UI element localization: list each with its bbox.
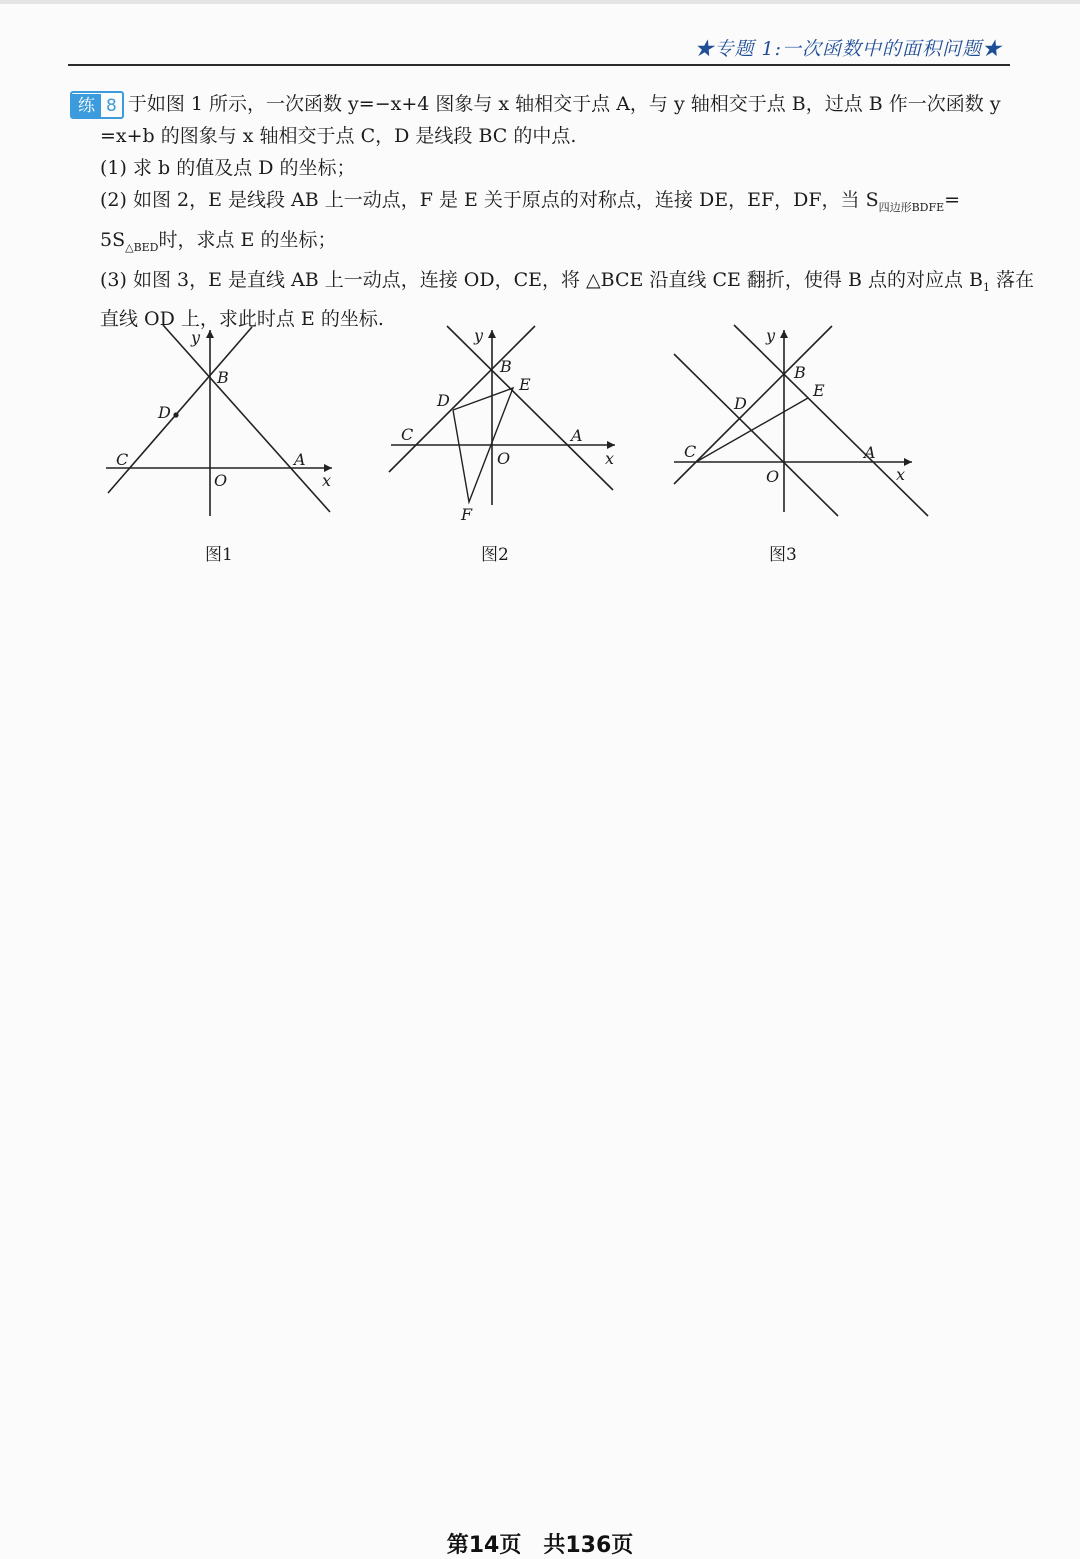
part2-text-d: 时，求点 E 的坐标； — [158, 228, 337, 251]
exercise-badge-label: 练 — [72, 94, 101, 118]
fig1-label-d: D — [158, 403, 171, 422]
fig2-line-bc — [389, 326, 535, 472]
fig2-line-ab — [447, 326, 613, 490]
fig3-label-b: B — [794, 363, 806, 382]
part2-subscript: 四边形BDFE — [878, 200, 945, 214]
part2-text-b: = — [944, 189, 961, 211]
part2-text-c: 5S — [100, 228, 126, 251]
problem-part-2 — [70, 184, 1010, 224]
part3-text-b: 落在 — [989, 268, 1035, 291]
fig3-label-c: C — [684, 442, 697, 461]
fig3-line-ce — [696, 398, 808, 462]
problem-text-1: 于如图 1 所示，一次函数 y=−x+4 图象与 x 轴相交于点 A，与 y 轴相交于点 B，过点 B 作一次函数 y — [127, 93, 1001, 115]
top-edge — [0, 0, 1080, 4]
fig3-x-arrow-icon — [904, 458, 912, 466]
fig2-label-d: D — [437, 391, 450, 410]
fig1-label-c: C — [116, 450, 129, 469]
problem-part-2-cont — [70, 224, 1010, 264]
part3-text-a: (3) 如图 3，E 是直线 AB 上一动点，连接 OD，CE，将 △BCE 沿直线 CE 翻折，使得 B 点的对应点 B — [100, 268, 983, 291]
fig2-label-e: E — [519, 375, 531, 394]
fig3-label-d: D — [734, 394, 747, 413]
fig1-label-a: A — [294, 450, 306, 469]
fig1-label-x: x — [322, 471, 332, 490]
part2-subscript-2: △BED — [125, 240, 159, 254]
problem-line-2: =x+b 的图象与 x 轴相交于点 C，D 是线段 BC 的中点. — [100, 125, 577, 147]
fig3-label-y: y — [766, 326, 776, 345]
fig3-label-x: x — [896, 465, 906, 484]
fig2-label-x: x — [605, 449, 615, 468]
figure-1-caption: 图1 — [205, 545, 233, 565]
problem-part-3 — [70, 264, 1035, 304]
figure-1-diagram — [100, 320, 345, 525]
fig1-point-d — [173, 412, 178, 417]
section-title: ★专题 1:一次函数中的面积问题★ — [694, 38, 1002, 60]
fig3-label-o: O — [766, 467, 780, 486]
problem-part-3-cont: 直线 OD 上，求此时点 E 的坐标. — [100, 308, 384, 331]
fig3-label-a: A — [864, 443, 876, 462]
fig1-label-b: B — [217, 368, 229, 387]
fig2-x-arrow-icon — [607, 441, 615, 449]
fig2-label-c: C — [401, 425, 414, 444]
fig3-label-e: E — [813, 381, 825, 400]
figure-3-caption: 图3 — [769, 545, 797, 565]
fig2-y-arrow-icon — [488, 330, 496, 338]
figure-2-diagram — [385, 320, 625, 525]
fig3-y-arrow-icon — [780, 330, 788, 338]
fig2-label-o: O — [497, 449, 511, 468]
fig2-label-b: B — [500, 357, 512, 376]
problem-part-1: (1) 求 b 的值及点 D 的坐标； — [100, 157, 356, 179]
fig1-label-y: y — [191, 328, 201, 347]
exercise-badge — [70, 91, 124, 119]
problem-block — [70, 88, 1035, 335]
part3-subscript: 1 — [982, 280, 990, 294]
fig1-y-arrow-icon — [206, 330, 214, 338]
exercise-badge-number: 8 — [106, 96, 117, 116]
fig2-label-a: A — [571, 426, 583, 445]
part2-text-a: (2) 如图 2，E 是线段 AB 上一动点，F 是 E 关于原点的对称点，连接 DE，EF，DF，当 S — [100, 189, 879, 211]
header-divider — [68, 64, 1010, 66]
figure-2-caption: 图2 — [481, 545, 509, 565]
fig1-label-o: O — [214, 471, 228, 490]
figure-3-diagram — [670, 320, 935, 525]
fig3-line-ab — [734, 325, 928, 516]
page-number: 第14页 共136页 — [446, 1533, 634, 1558]
fig2-label-y: y — [474, 326, 484, 345]
fig3-line-od — [674, 354, 838, 516]
fig1-line-ab — [163, 325, 330, 512]
fig2-label-f: F — [461, 505, 473, 524]
problem-line-1 — [70, 88, 1010, 120]
